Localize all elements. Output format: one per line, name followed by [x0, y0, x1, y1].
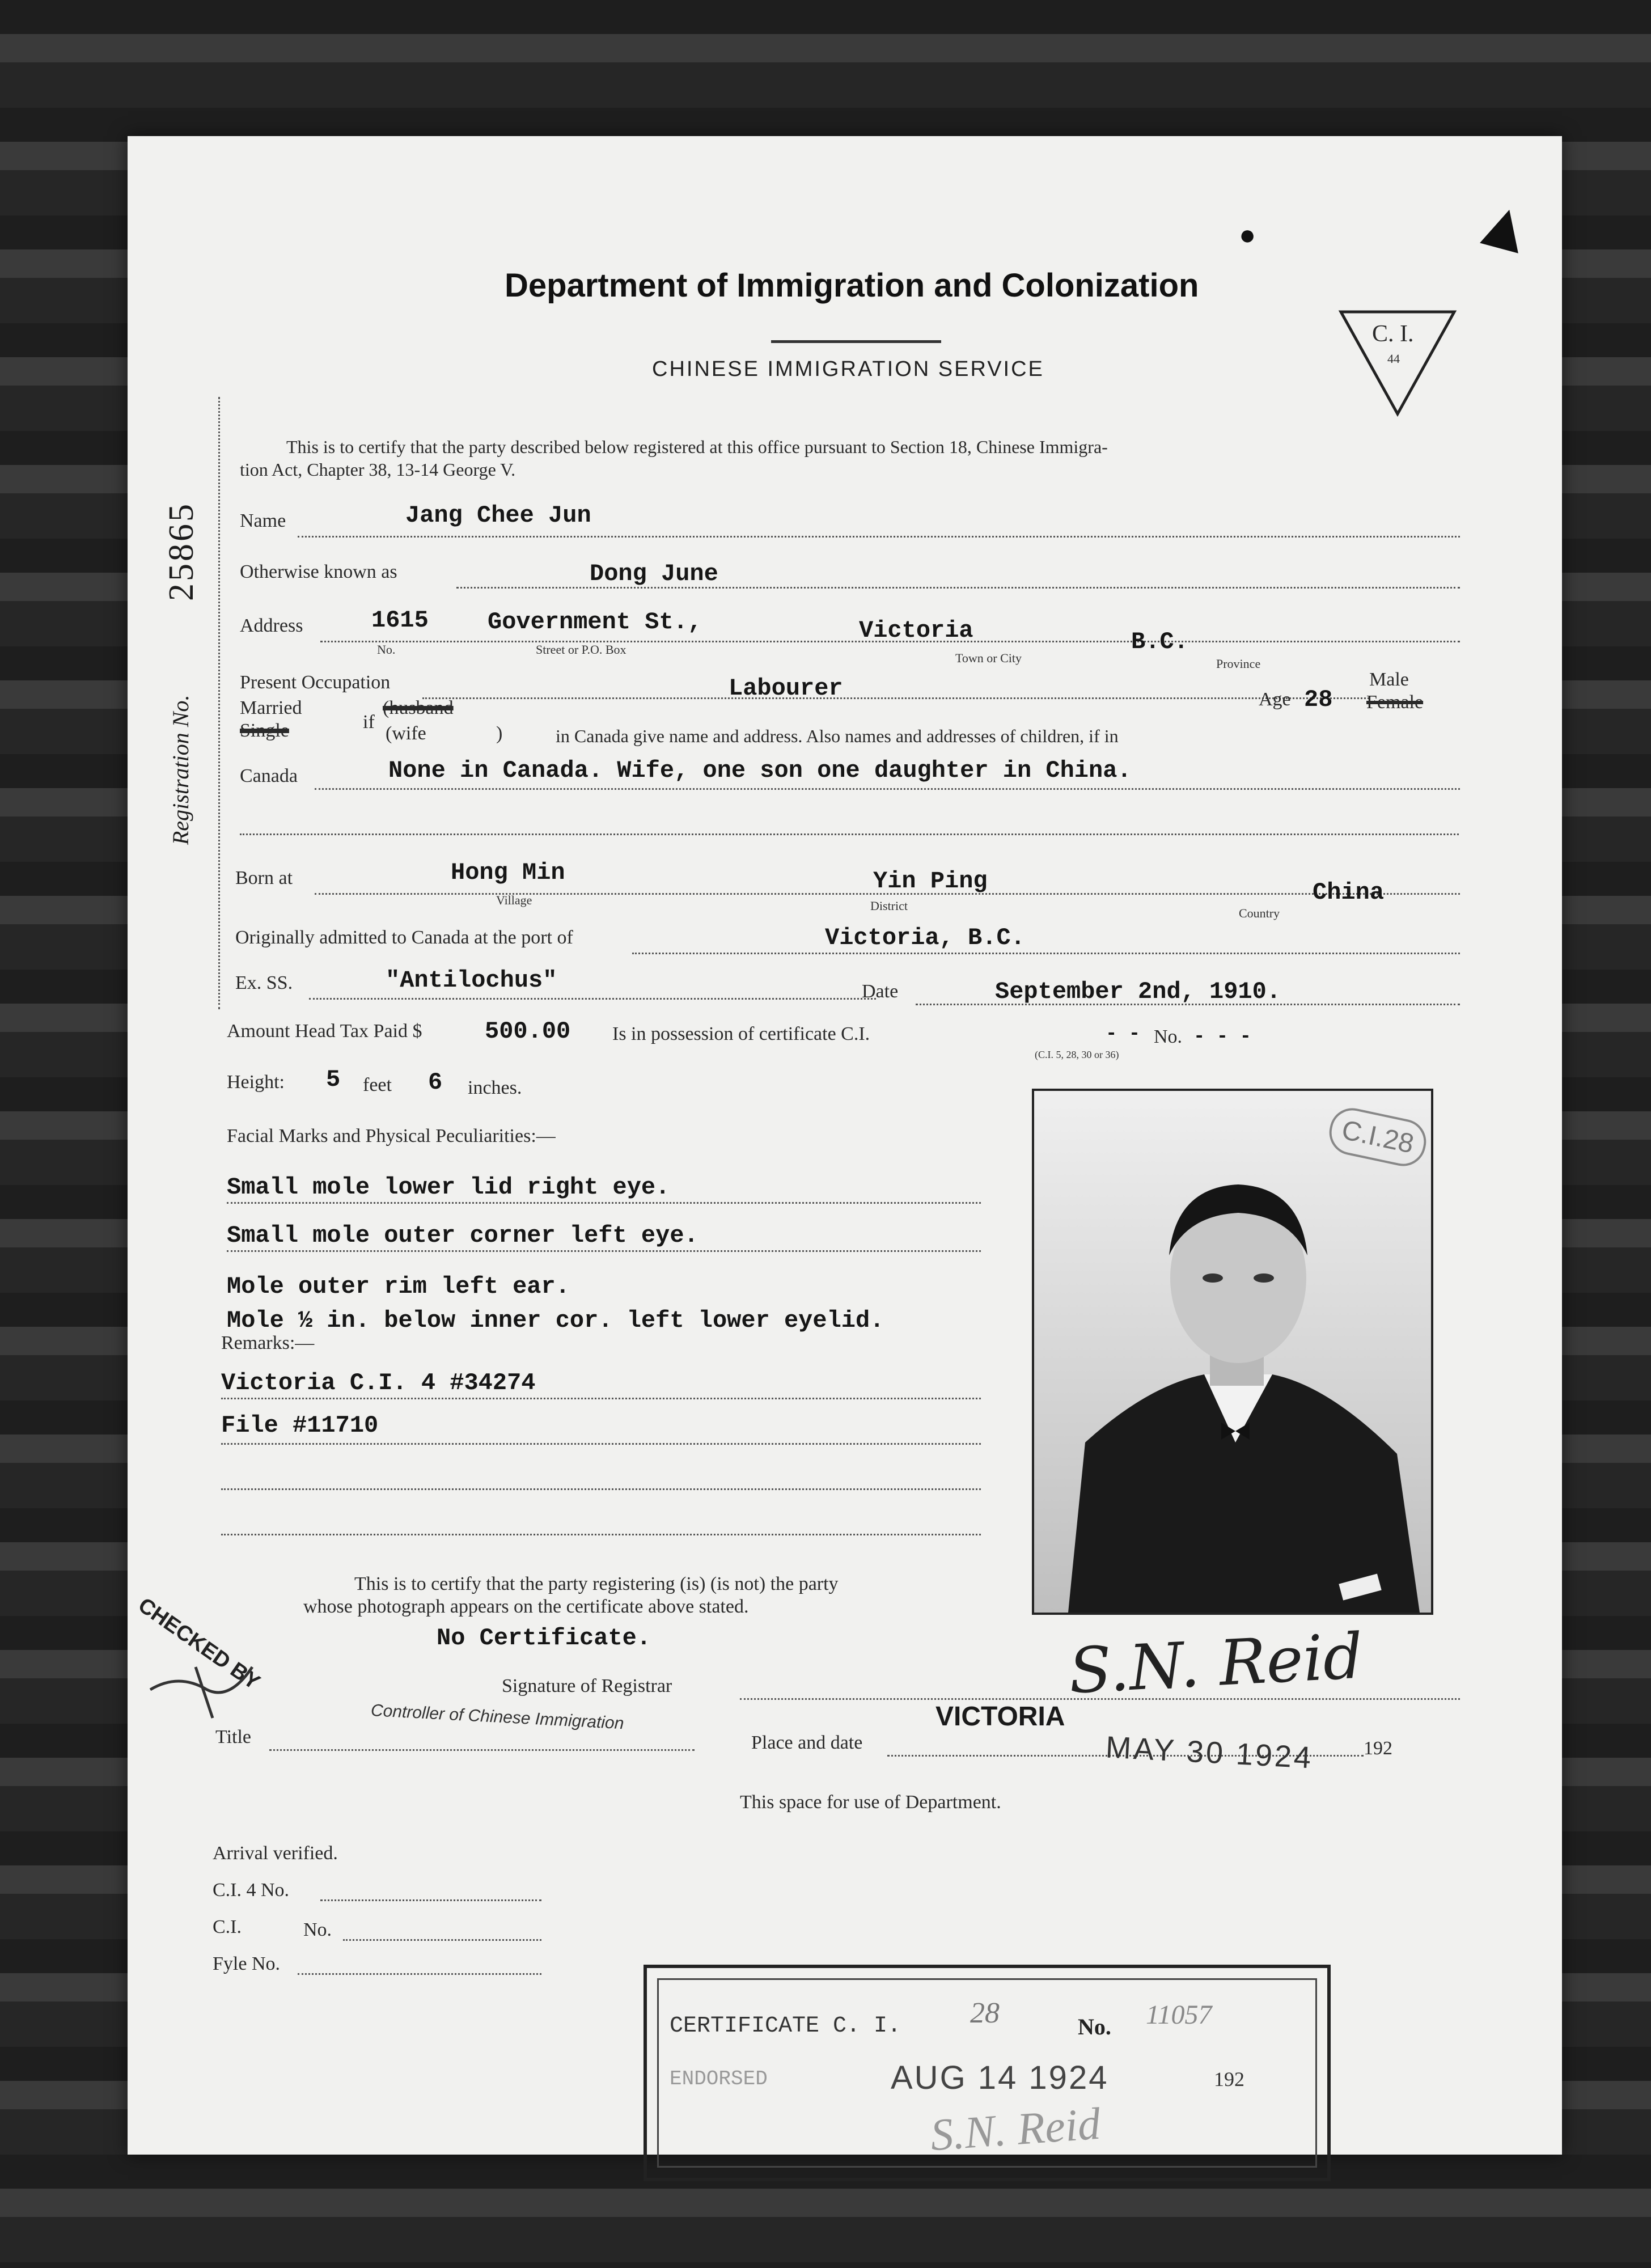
headtax-value: 500.00 — [485, 1018, 571, 1045]
registration-rule — [218, 397, 220, 1009]
title-value: Controller of Chinese Immigration — [370, 1701, 625, 1733]
immigration-certificate-document — [128, 136, 1562, 2161]
otherwise-known-label: Otherwise known as — [240, 561, 397, 582]
registration-label: Registration No. — [168, 695, 193, 845]
born-district: Yin Ping — [873, 868, 988, 895]
remarks-label: Remarks:— — [221, 1332, 315, 1353]
ci4-no-label: C.I. 4 No. — [213, 1880, 290, 1901]
photo-certify-line1: This is to certify that the party registering (is) (is not) the party — [354, 1573, 839, 1594]
ci-no-label: No. — [303, 1919, 332, 1940]
registration-number: 25865 — [162, 502, 201, 601]
endorse-no-value: 11057 — [1146, 2000, 1212, 2030]
corner-ink-mark: ▲ — [1462, 180, 1548, 272]
sex-male: Male — [1369, 669, 1409, 690]
remark-2: File #11710 — [221, 1412, 379, 1439]
exss-line — [309, 998, 876, 1000]
ci4-no-line — [320, 1899, 541, 1901]
title-line — [269, 1749, 695, 1751]
endorse-ci-number: 28 — [970, 1997, 1000, 2029]
place-date-stamp: MAY 30 1924 — [1104, 1730, 1314, 1775]
certify-text-line2: tion Act, Chapter 38, 13-14 George V. — [240, 459, 516, 480]
department-title: Department of Immigration and Colonization — [505, 267, 1199, 304]
inches-label: inches. — [468, 1077, 522, 1098]
signature-registrar-label: Signature of Registrar — [502, 1675, 672, 1696]
born-district-caption: District — [870, 899, 908, 913]
checker-initial-mark — [145, 1656, 258, 1724]
address-town: Victoria — [859, 617, 973, 644]
facial-mark-3: Mole outer rim left ear. — [227, 1273, 570, 1300]
feet-label: feet — [363, 1074, 392, 1095]
occupation-line — [422, 697, 1369, 699]
admitted-port: Victoria, B.C. — [825, 924, 1025, 951]
husband-label-struck: (husband — [383, 697, 454, 718]
headtax-label: Amount Head Tax Paid $ — [227, 1021, 422, 1042]
remark-line-1 — [221, 1398, 981, 1399]
ci-caption: (C.I. 5, 28, 30 or 36) — [1035, 1049, 1119, 1060]
date-value: September 2nd, 1910. — [995, 978, 1281, 1005]
fyle-no-line — [298, 1973, 541, 1975]
possession-value: - - — [1106, 1023, 1141, 1045]
fyle-no-label: Fyle No. — [213, 1953, 280, 1974]
single-label-struck: Single — [240, 720, 289, 741]
registrant-photograph — [1032, 1089, 1433, 1615]
place-year-suffix: 192 — [1364, 1738, 1392, 1759]
title-label: Title — [215, 1727, 252, 1747]
endorse-no-label: No. — [1078, 2014, 1111, 2039]
name-line — [298, 536, 1460, 538]
remark-1: Victoria C.I. 4 #34274 — [221, 1369, 536, 1397]
endorse-certificate-label: CERTIFICATE C. I. — [670, 2013, 901, 2039]
facial-mark-2: Small mole outer corner left eye. — [227, 1222, 698, 1249]
facial-mark-line-2 — [227, 1250, 981, 1252]
admitted-label: Originally admitted to Canada at the port of — [235, 927, 573, 948]
endorse-signature: S.N. Reid — [929, 2098, 1102, 2161]
header-rule — [771, 340, 941, 343]
address-town-caption: Town or City — [955, 651, 1022, 665]
endorse-endorsed-label: ENDORSED — [670, 2067, 768, 2091]
possession-no-value: - - - — [1193, 1026, 1252, 1048]
facial-mark-1: Small mole lower lid right eye. — [227, 1174, 670, 1201]
address-street: Government St., — [488, 608, 702, 636]
address-number: 1615 — [371, 607, 429, 634]
possession-no-label: No. — [1154, 1026, 1183, 1047]
no-certificate-text: No Certificate. — [437, 1624, 651, 1652]
registrar-signature: S.N. Reid — [1067, 1619, 1365, 1708]
occupation-label: Present Occupation — [240, 672, 391, 693]
admitted-line — [632, 953, 1460, 954]
wife-close-paren: ) — [496, 723, 503, 744]
remark-line-3 — [221, 1488, 981, 1490]
otherwise-value: Dong June — [590, 560, 718, 587]
address-province-caption: Province — [1216, 657, 1261, 671]
canada-extra-line — [240, 833, 1459, 835]
exss-label: Ex. SS. — [235, 972, 293, 993]
checked-by-stamp: CHECKED BY — [133, 1593, 264, 1695]
place-value: VICTORIA — [935, 1702, 1065, 1732]
form-number: 44 — [1387, 352, 1400, 366]
height-label: Height: — [227, 1072, 285, 1093]
if-label: if — [363, 712, 375, 733]
born-village-caption: Village — [496, 893, 532, 907]
born-country-caption: Country — [1239, 906, 1280, 920]
address-province: B.C. — [1131, 628, 1188, 655]
form-code: C. I. — [1372, 321, 1414, 347]
canada-label: Canada — [240, 765, 298, 786]
born-village: Hong Min — [451, 859, 565, 886]
name-value: Jang Chee Jun — [405, 502, 591, 529]
exss-value: "Antilochus" — [386, 967, 557, 994]
department-space-note: This space for use of Department. — [740, 1792, 1001, 1813]
ink-dot: ● — [1239, 219, 1256, 251]
canada-line — [315, 788, 1460, 790]
certify-text-line1: This is to certify that the party described below registered at this office pursuant to Section 18, Chinese Immigra- — [286, 437, 1108, 457]
facial-mark-4: Mole ½ in. below inner cor. left lower eyelid. — [227, 1307, 884, 1334]
endorse-date: AUG 14 1924 — [891, 2059, 1109, 2096]
facial-marks-label: Facial Marks and Physical Peculiarities:— — [227, 1125, 556, 1146]
address-label: Address — [240, 615, 303, 636]
facial-mark-line-1 — [227, 1202, 981, 1204]
date-label: Date — [862, 981, 899, 1002]
remark-line-4 — [221, 1534, 981, 1535]
endorsement-stamp — [644, 1965, 1331, 2181]
ci-label: C.I. — [213, 1916, 242, 1937]
height-inches-value: 6 — [428, 1069, 443, 1096]
canada-instructions: in Canada give name and address. Also names and addresses of children, if in — [556, 726, 1119, 746]
born-label: Born at — [235, 868, 293, 888]
height-feet-value: 5 — [326, 1066, 341, 1093]
sex-female-struck: Female — [1366, 692, 1424, 713]
photo-certify-line2: whose photograph appears on the certificate above stated. — [303, 1596, 749, 1617]
name-label: Name — [240, 510, 286, 531]
place-date-label: Place and date — [751, 1732, 863, 1753]
endorse-year-suffix: 192 — [1214, 2068, 1244, 2091]
wife-label: (wife — [386, 723, 426, 744]
address-number-caption: No. — [377, 642, 396, 657]
canada-value: None in Canada. Wife, one son one daughter in China. — [388, 757, 1132, 784]
address-street-caption: Street or P.O. Box — [536, 642, 626, 657]
married-label: Married — [240, 697, 302, 718]
service-subtitle: CHINESE IMMIGRATION SERVICE — [652, 357, 1044, 381]
possession-label: Is in possession of certificate C.I. — [612, 1023, 870, 1044]
ci-no-line — [343, 1939, 541, 1941]
born-country: China — [1313, 879, 1385, 906]
arrival-verified-label: Arrival verified. — [213, 1843, 338, 1864]
age-value: 28 — [1304, 686, 1333, 713]
remark-line-2 — [221, 1443, 981, 1445]
photo-stamp: C.I.28 — [1325, 1104, 1430, 1170]
age-label: Age — [1259, 689, 1291, 710]
portrait-silhouette-icon — [1034, 1091, 1431, 1613]
occupation-value: Labourer — [729, 675, 843, 702]
